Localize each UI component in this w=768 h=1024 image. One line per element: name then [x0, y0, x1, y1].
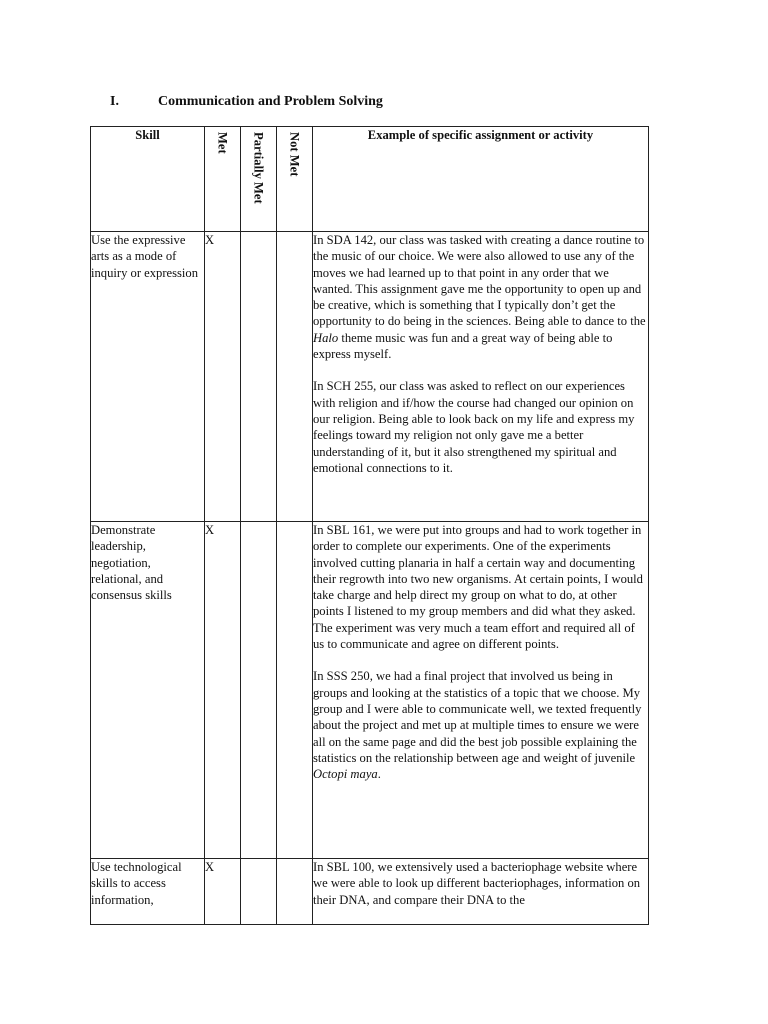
partially-met-cell: [241, 522, 277, 859]
skill-cell: Use the expressive arts as a mode of inquiry or expression: [91, 232, 205, 522]
partially-met-cell: [241, 232, 277, 522]
not-met-cell: [277, 859, 313, 925]
example-paragraph: In SCH 255, our class was asked to reflect on our experiences with religion and if/how the course had changed our opinion on our religion. Being able to look back on my life and express my feelings toward my religion not only gave me a better understanding of it, but it also strengthened my spiritual and emotional connections to it.: [313, 379, 635, 475]
header-example: Example of specific assignment or activity: [313, 127, 649, 232]
example-paragraph: [313, 232, 648, 362]
header-skill: Skill: [91, 127, 205, 232]
example-text: .: [377, 767, 381, 782]
example-cell: [313, 232, 649, 522]
skill-cell: Demonstrate leadership, negotiation, relational, and consensus skills: [91, 522, 205, 859]
example-italic-text: Octopi maya: [313, 767, 378, 782]
skills-table: [90, 126, 649, 925]
example-italic-text: Halo: [313, 330, 339, 345]
example-paragraph: In SBL 161, we were put into groups and had to work together in order to complete our experiments. One of the experiments involved cutting planaria in half a certain way and documenting their regrowth into two new organisms. At certain points, I would take charge and help direct my group on what to do, at other points I listened to my group members and did what they asked. The experiment was very much a team effort and required all of us to communicate and agree on different points.: [313, 523, 643, 652]
section-heading: [110, 94, 383, 110]
example-text: In SDA 142, our class was tasked with creating a dance routine to the music of our choice. We were also allowed to use any of the moves we had learned up to that point in any order that we wanted. This assignment gave me the opportunity to open up and be creative, which is something that I typically don’t get the opportunity to do being in the sciences. Being able to dance to the: [313, 233, 646, 329]
met-cell: X: [205, 522, 241, 859]
section-number: I.: [110, 94, 119, 109]
table-header-row: [91, 127, 649, 232]
header-met-cell: [205, 127, 241, 232]
example-text: In SSS 250, we had a final project that involved us being in groups and looking at the statistics of a topic that we choose. My group and I were able to communicate well, we texted frequently about the project and met up at multiple times to ensure we were all on the same page and did the best job possible explaining the statistics on the relationship between age and weight of juvenile: [313, 669, 642, 765]
met-cell: X: [205, 859, 241, 925]
header-not-met-cell: [277, 127, 313, 232]
table-row: [91, 232, 649, 522]
example-cell: [313, 522, 649, 859]
partially-met-cell: [241, 859, 277, 925]
table-row: [91, 859, 649, 925]
not-met-cell: [277, 522, 313, 859]
met-cell: X: [205, 232, 241, 522]
skill-cell: Use technological skills to access information,: [91, 859, 205, 925]
header-partially-met: Partially Met: [251, 132, 266, 204]
header-met: Met: [215, 132, 230, 154]
table-row: [91, 522, 649, 859]
section-title: Communication and Problem Solving: [158, 94, 383, 109]
header-not-met: Not Met: [287, 132, 302, 177]
not-met-cell: [277, 232, 313, 522]
example-cell: [313, 859, 649, 925]
example-paragraph: In SBL 100, we extensively used a bacteriophage website where we were able to look up different bacteriophages, information on their DNA, and compare their DNA to the: [313, 860, 641, 907]
header-partially-met-cell: [241, 127, 277, 232]
example-paragraph: [313, 668, 648, 782]
example-text: theme music was fun and a great way of being able to express myself.: [313, 330, 613, 362]
